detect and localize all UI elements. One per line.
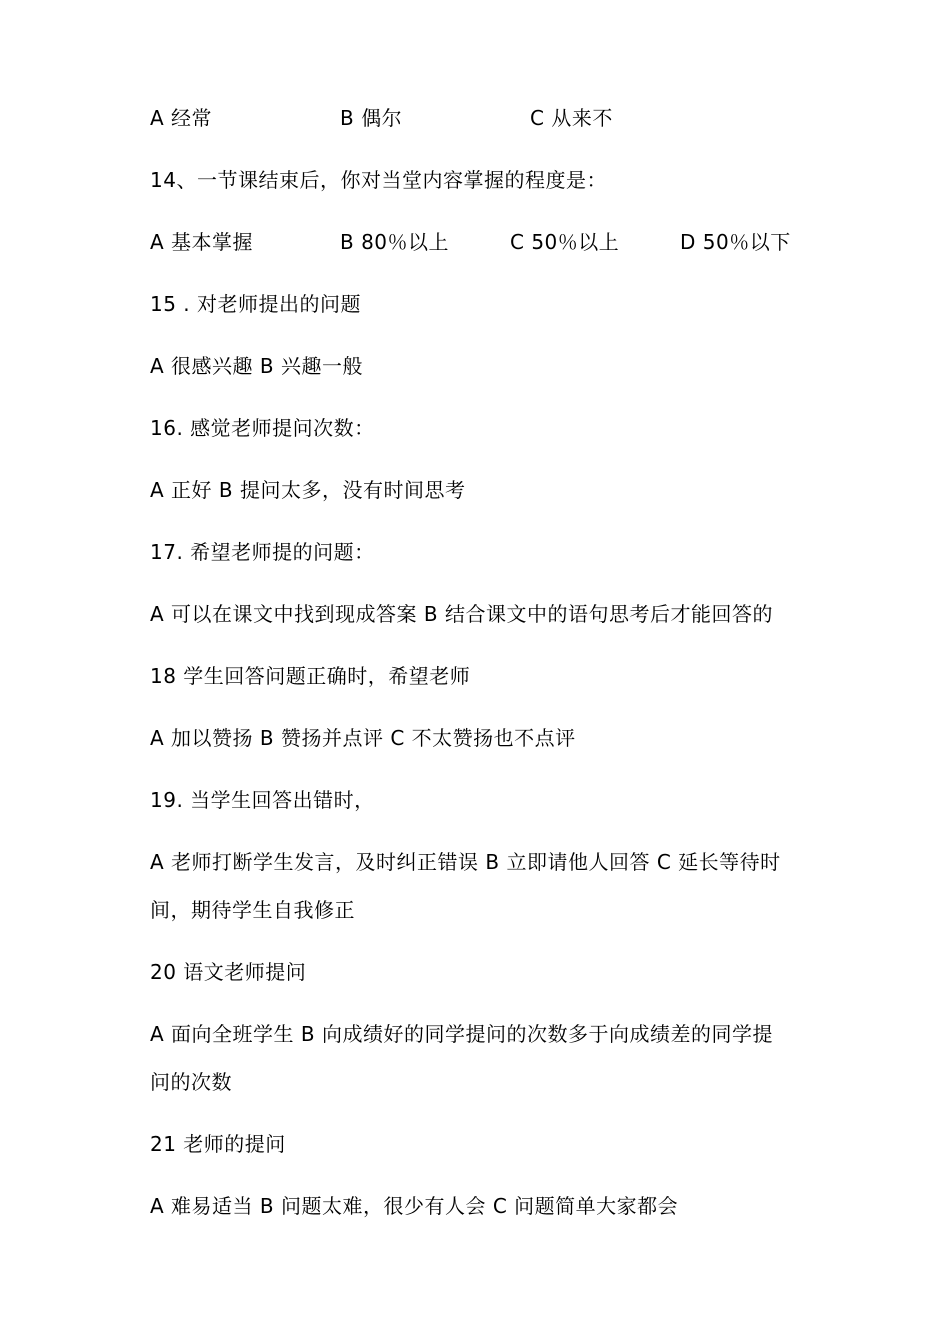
q13-option-c: C 从来不	[530, 106, 613, 130]
q16-question: 16. 感觉老师提问次数：	[150, 416, 375, 440]
q19-question: 19. 当学生回答出错时，	[150, 788, 375, 812]
q21-options: A 难易适当 B 问题太难，很少有人会 C 问题简单大家都会	[150, 1194, 679, 1218]
q14-option-d: D 50％以下	[680, 230, 791, 254]
q18-options: A 加以赞扬 B 赞扬并点评 C 不太赞扬也不点评	[150, 726, 576, 750]
q16-options: A 正好 B 提问太多，没有时间思考	[150, 478, 466, 502]
q14-option-c: C 50％以上	[510, 230, 620, 254]
q20-options-line2: 问的次数	[150, 1070, 232, 1094]
q15-options: A 很感兴趣 B 兴趣一般	[150, 354, 363, 378]
q14-question: 14、一节课结束后，你对当堂内容掌握的程度是：	[150, 168, 607, 192]
q14-option-b: B 80％以上	[340, 230, 450, 254]
q19-options-line2: 间，期待学生自我修正	[150, 898, 355, 922]
q20-question: 20 语文老师提问	[150, 960, 307, 984]
q19-options-line1: A 老师打断学生发言，及时纠正错误 B 立即请他人回答 C 延长等待时	[150, 850, 781, 874]
q15-question: 15 . 对老师提出的问题	[150, 292, 362, 316]
q21-question: 21 老师的提问	[150, 1132, 286, 1156]
q13-option-b: B 偶尔	[340, 106, 403, 130]
q18-question: 18 学生回答问题正确时，希望老师	[150, 664, 471, 688]
q20-options-line1: A 面向全班学生 B 向成绩好的同学提问的次数多于向成绩差的同学提	[150, 1022, 773, 1046]
q17-question: 17. 希望老师提的问题：	[150, 540, 375, 564]
q13-option-a: A 经常	[150, 106, 213, 130]
q17-options: A 可以在课文中找到现成答案 B 结合课文中的语句思考后才能回答的	[150, 602, 773, 626]
q14-option-a: A 基本掌握	[150, 230, 254, 254]
